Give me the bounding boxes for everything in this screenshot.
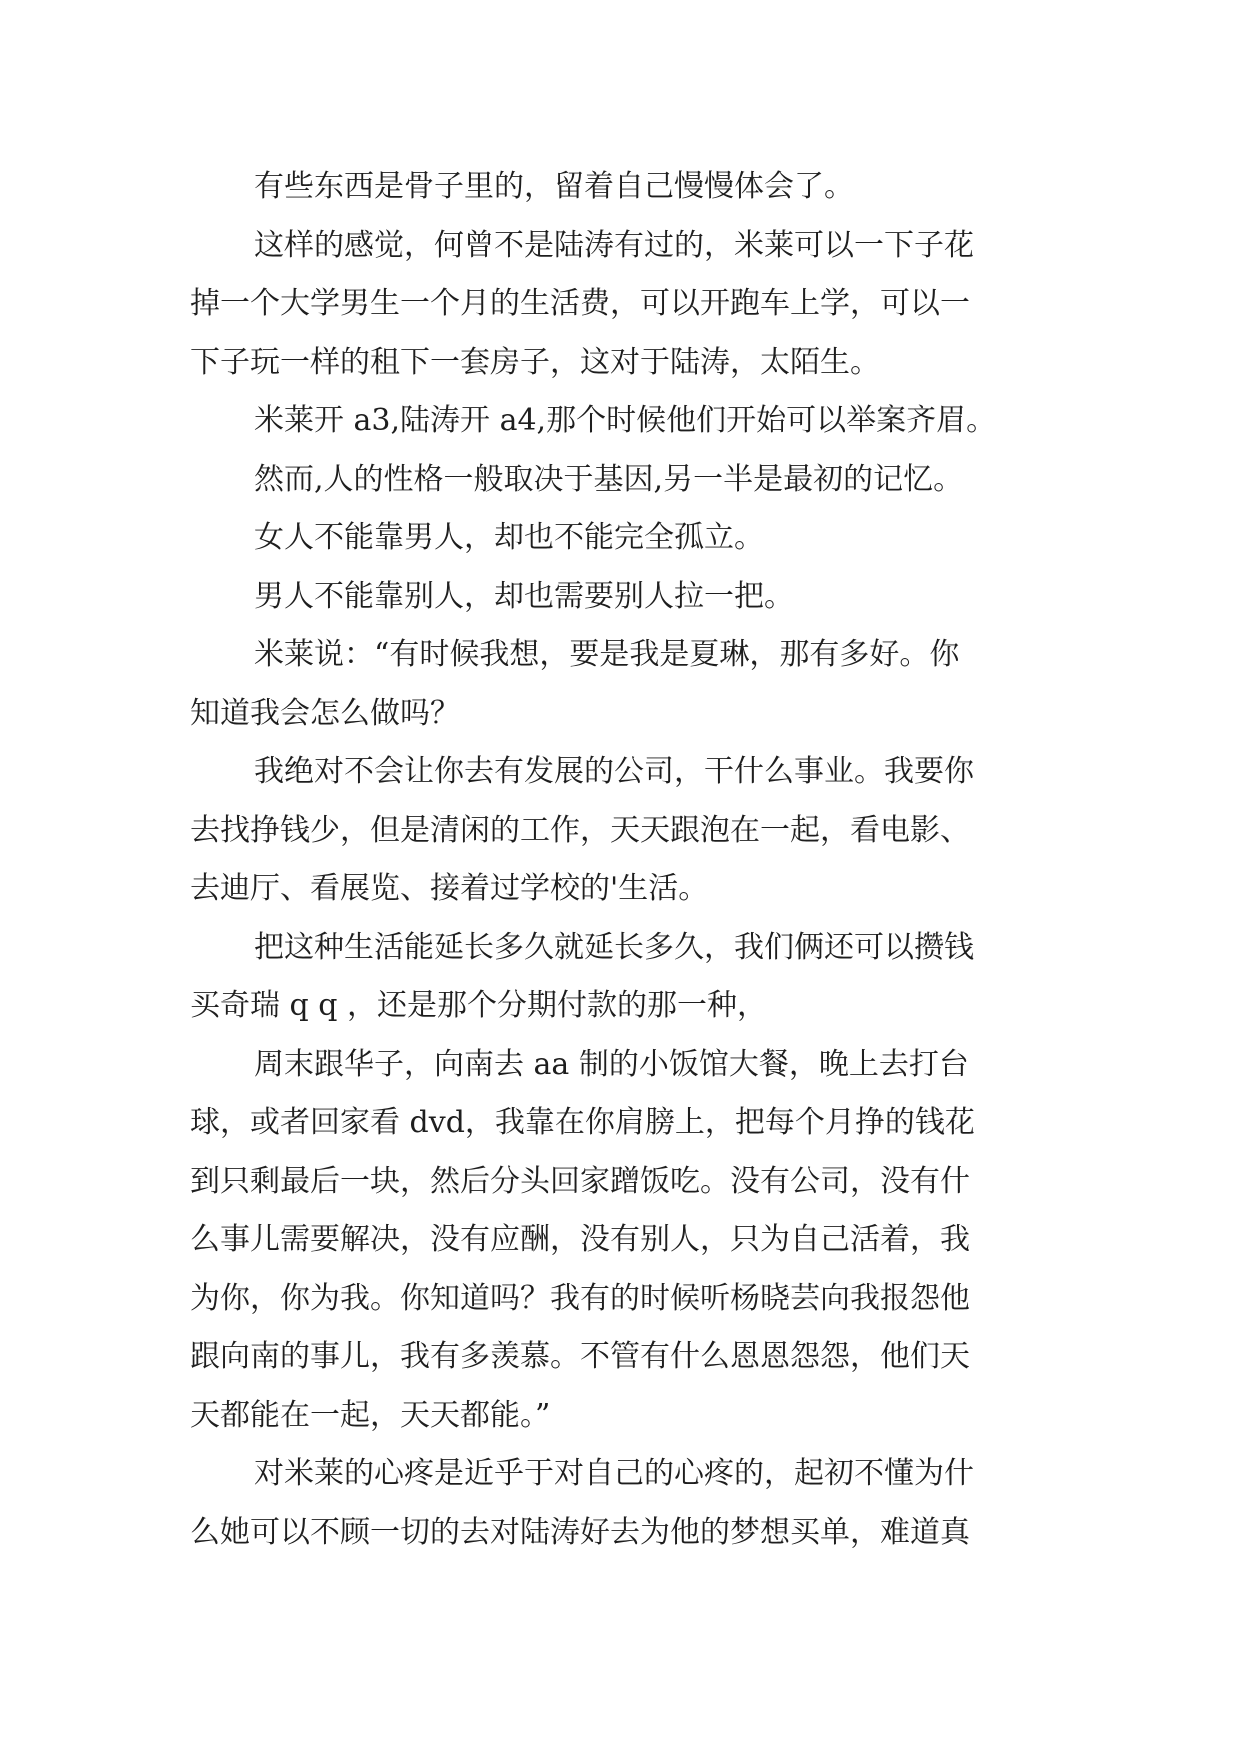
text-line: 有些东西是骨子里的，留着自己慢慢体会了。 [254, 169, 854, 204]
text-line: 下子玩一样的租下一套房子，这对于陆涛，太陌生。 [190, 344, 880, 380]
text-line: 把这种生活能延长多久就延长多久，我们俩还可以攒钱 [254, 929, 974, 965]
text-line: 米莱说：“有时候我想，要是我是夏琳，那有多好。你 [254, 637, 960, 672]
text-line: 为你，你为我。你知道吗？我有的时候听杨晓芸向我报怨他 [190, 1280, 970, 1316]
text-line: 跟向南的事儿，我有多羡慕。不管有什么恩恩怨怨，他们天 [190, 1339, 970, 1374]
text-line: 这样的感觉，何曾不是陆涛有过的，米莱可以一下子花 [254, 227, 974, 263]
text-line: 去找挣钱少，但是清闲的工作，天天跟泡在一起，看电影、 [190, 812, 970, 848]
text-line: 米莱开 a3,陆涛开 a4,那个时候他们开始可以举案齐眉。 [254, 403, 997, 438]
text-line: 我绝对不会让你去有发展的公司，干什么事业。我要你 [254, 754, 974, 789]
text-line: 买奇瑞 q q ，还是那个分期付款的那一种， [190, 988, 768, 1023]
text-line: 掉一个大学男生一个月的生活费，可以开跑车上学，可以一 [190, 286, 970, 321]
text-line: 然而,人的性格一般取决于基因,另一半是最初的记忆。 [254, 461, 964, 497]
text-line: 对米莱的心疼是近乎于对自己的心疼的，起初不懂为什 [254, 1456, 974, 1491]
text-line: 么她可以不顾一切的去对陆涛好去为他的梦想买单，难道真 [190, 1514, 970, 1550]
text-line: 知道我会怎么做吗？ [190, 695, 460, 731]
text-line: 女人不能靠男人，却也不能完全孤立。 [254, 520, 764, 555]
text-line: 去迪厅、看展览、接着过学校的'生活。 [190, 871, 709, 906]
text-line: 男人不能靠别人，却也需要别人拉一把。 [254, 578, 794, 614]
text-line: 球，或者回家看 dvd，我靠在你肩膀上，把每个月挣的钱花 [190, 1105, 975, 1140]
text-line: 么事儿需要解决，没有应酬，没有别人，只为自己活着，我 [190, 1222, 970, 1257]
document-body [190, 158, 1050, 1562]
text-line: 到只剩最后一块，然后分头回家蹭饭吃。没有公司，没有什 [190, 1163, 970, 1199]
text-line: 周末跟华子，向南去 aa 制的小饭馆大餐，晚上去打台 [254, 1046, 969, 1082]
text-line: 天都能在一起，天天都能。” [190, 1397, 551, 1433]
